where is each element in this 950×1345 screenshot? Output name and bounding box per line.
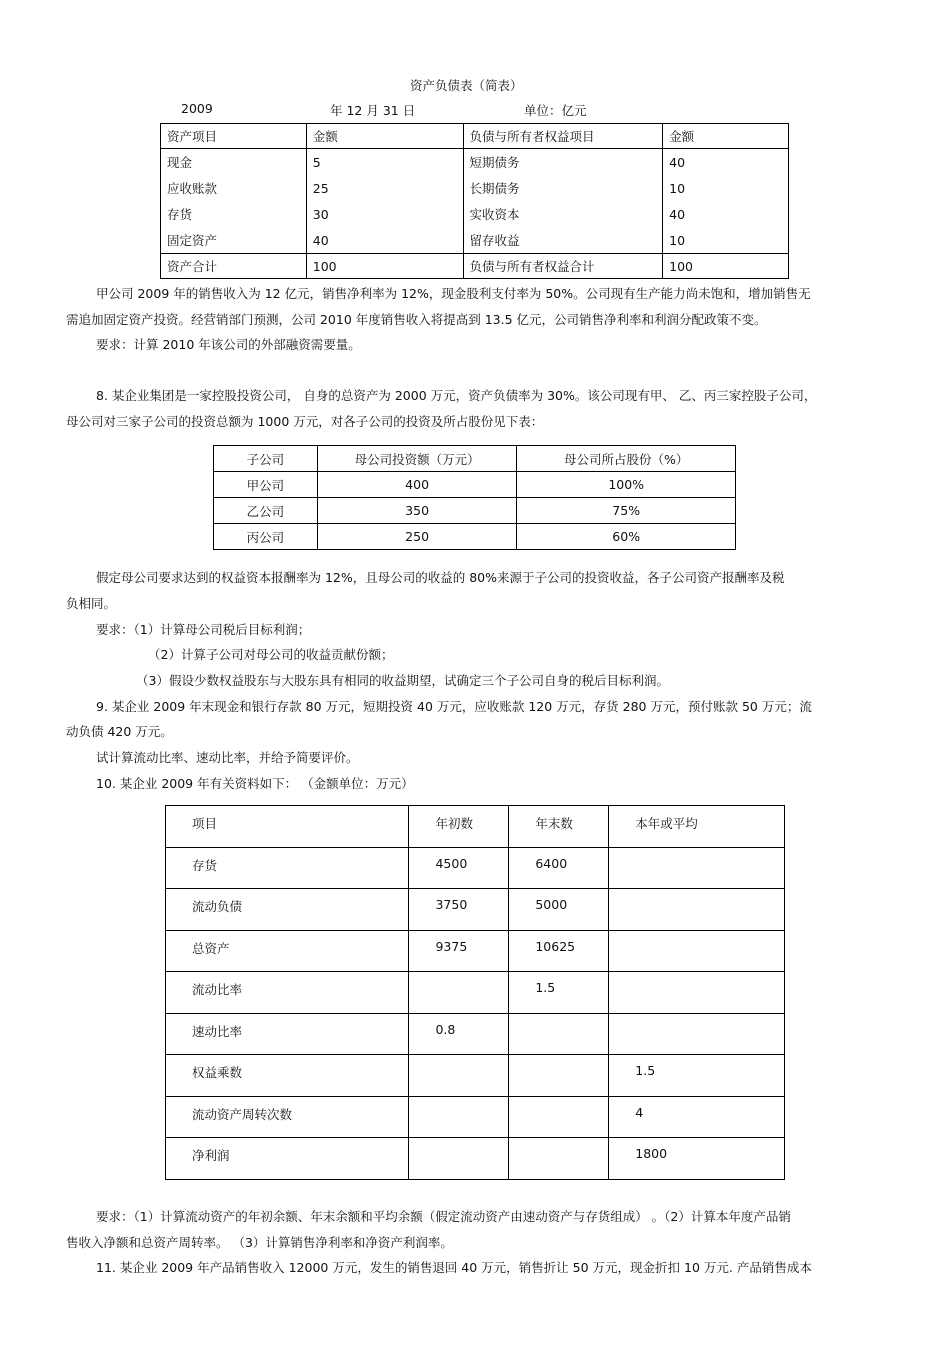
paragraph-line: 要求：（1）计算流动资产的年初余额、年末余额和平均余额（假定流动资产由速动资产与存货组成） 。（2）计算本年度产品销 bbox=[96, 1209, 791, 1224]
table-cell: 流动负债 bbox=[166, 889, 409, 931]
table-cell: 流动比率 bbox=[166, 972, 409, 1014]
table-header-cell: 金额 bbox=[663, 124, 789, 149]
table-header-row bbox=[214, 446, 736, 472]
paragraph-line: 假定母公司要求达到的权益资本报酬率为 12%，且母公司的收益的 80%来源于子公司的投资收益，各子公司资产报酬率及税 bbox=[96, 570, 785, 585]
paragraph-line: 甲公司 2009 年的销售收入为 12 亿元，销售净利率为 12%，现金股利支付率为 50%。公司现有生产能力尚未饱和，增加销售无 bbox=[96, 286, 811, 301]
table-cell bbox=[609, 930, 785, 972]
paragraph-line: 8. 某企业集团是一家控股投资公司， 自身的总资产为 2000 万元，资产负债率为 30%。该公司现有甲、 乙、丙三家控股子公司， bbox=[96, 388, 817, 403]
table-cell: 400 bbox=[317, 472, 517, 498]
table-row bbox=[166, 972, 785, 1014]
table-cell: 0.8 bbox=[409, 1013, 509, 1055]
table-cell: 4500 bbox=[409, 847, 509, 889]
table-cell bbox=[509, 1013, 609, 1055]
table-cell: 甲公司 bbox=[214, 472, 318, 498]
table-row bbox=[161, 149, 789, 176]
table-header-cell: 母公司投资额（万元） bbox=[317, 446, 517, 472]
table-cell: 乙公司 bbox=[214, 498, 318, 524]
table-cell bbox=[509, 1055, 609, 1097]
table-cell: 100 bbox=[306, 254, 463, 279]
table-cell bbox=[609, 1013, 785, 1055]
balance-sheet-table bbox=[160, 123, 789, 279]
table-header-cell: 资产项目 bbox=[161, 124, 307, 149]
table-cell: 40 bbox=[663, 201, 789, 227]
table-header-cell: 负债与所有者权益项目 bbox=[463, 124, 663, 149]
table-cell: 100 bbox=[663, 254, 789, 279]
table-cell: 4 bbox=[609, 1096, 785, 1138]
table-cell bbox=[509, 1096, 609, 1138]
table-cell: 30 bbox=[306, 201, 463, 227]
table-cell: 流动资产周转次数 bbox=[166, 1096, 409, 1138]
table-row bbox=[166, 1096, 785, 1138]
table-cell bbox=[609, 889, 785, 931]
table-header-row bbox=[161, 124, 789, 149]
table-cell: 留存收益 bbox=[463, 227, 663, 254]
table-header-cell: 金额 bbox=[306, 124, 463, 149]
paragraph-line: 母公司对三家子公司的投资总额为 1000 万元，对各子公司的投资及所占股份见下表： bbox=[66, 414, 544, 429]
table-row bbox=[161, 175, 789, 201]
table-cell: 60% bbox=[517, 524, 736, 550]
table-cell bbox=[609, 847, 785, 889]
header-date: 年 12 月 31 日 bbox=[330, 103, 416, 118]
table-header-row bbox=[166, 806, 785, 848]
table-cell: 权益乘数 bbox=[166, 1055, 409, 1097]
paragraph-line: （3）假设少数权益股东与大股东具有相同的收益期望，试确定三个子公司自身的税后目标利润。 bbox=[136, 673, 669, 688]
page-title: 资产负债表（简表） bbox=[410, 78, 523, 93]
table-row bbox=[214, 498, 736, 524]
paragraph-line: 9. 某企业 2009 年末现金和银行存款 80 万元，短期投资 40 万元，应收账款 120 万元，存货 280 万元，预付账款 50 万元；流 bbox=[96, 699, 812, 714]
table-row bbox=[166, 1055, 785, 1097]
table-cell: 40 bbox=[306, 227, 463, 254]
table-cell: 5000 bbox=[509, 889, 609, 931]
paragraph-line: 要求：（1）计算母公司税后目标利润； bbox=[96, 622, 311, 637]
table-row bbox=[166, 1013, 785, 1055]
table-cell: 存货 bbox=[161, 201, 307, 227]
table-cell: 75% bbox=[517, 498, 736, 524]
table-cell bbox=[509, 1138, 609, 1180]
table-row bbox=[166, 889, 785, 931]
table-row bbox=[214, 524, 736, 550]
table-row bbox=[166, 930, 785, 972]
table-cell: 资产合计 bbox=[161, 254, 307, 279]
table-cell bbox=[409, 972, 509, 1014]
paragraph-line: 11. 某企业 2009 年产品销售收入 12000 万元，发生的销售退回 40 万元，销售折让 50 万元，现金折扣 10 万元. 产品销售成本 bbox=[96, 1260, 812, 1275]
paragraph-line: 动负债 420 万元。 bbox=[66, 724, 173, 739]
table-cell: 1800 bbox=[609, 1138, 785, 1180]
table-cell: 速动比率 bbox=[166, 1013, 409, 1055]
table-cell: 5 bbox=[306, 149, 463, 176]
table-cell bbox=[409, 1055, 509, 1097]
subsidiary-table bbox=[213, 445, 736, 550]
table-cell: 25 bbox=[306, 175, 463, 201]
header-unit: 单位：亿元 bbox=[524, 103, 587, 118]
table-header-cell: 子公司 bbox=[214, 446, 318, 472]
table-cell: 实收资本 bbox=[463, 201, 663, 227]
table-cell: 净利润 bbox=[166, 1138, 409, 1180]
table-cell: 10 bbox=[663, 175, 789, 201]
table-cell: 1.5 bbox=[609, 1055, 785, 1097]
table-cell: 350 bbox=[317, 498, 517, 524]
table-row bbox=[214, 472, 736, 498]
table-header-cell: 年末数 bbox=[509, 806, 609, 848]
table-header-cell: 年初数 bbox=[409, 806, 509, 848]
paragraph-line: 要求：计算 2010 年该公司的外部融资需要量。 bbox=[96, 337, 361, 352]
table-header-cell: 本年或平均 bbox=[609, 806, 785, 848]
table-row bbox=[166, 847, 785, 889]
table-cell: 应收账款 bbox=[161, 175, 307, 201]
table-cell: 10625 bbox=[509, 930, 609, 972]
table-cell: 总资产 bbox=[166, 930, 409, 972]
table-cell: 长期债务 bbox=[463, 175, 663, 201]
table-cell: 40 bbox=[663, 149, 789, 176]
header-year: 2009 bbox=[181, 101, 213, 116]
table-row bbox=[161, 201, 789, 227]
table-cell: 100% bbox=[517, 472, 736, 498]
paragraph-line: 售收入净额和总资产周转率。 （3）计算销售净利率和净资产利润率。 bbox=[66, 1235, 453, 1250]
table-cell: 10 bbox=[663, 227, 789, 254]
table-cell: 9375 bbox=[409, 930, 509, 972]
table-header-cell: 母公司所占股份（%） bbox=[517, 446, 736, 472]
table-cell: 现金 bbox=[161, 149, 307, 176]
paragraph-line: 需追加固定资产投资。经营销部门预测，公司 2010 年度销售收入将提高到 13.5 亿元，公司销售净利率和利润分配政策不变。 bbox=[66, 312, 767, 327]
paragraph-line: （2）计算子公司对母公司的收益贡献份额； bbox=[148, 647, 394, 662]
paragraph-line: 10. 某企业 2009 年有关资料如下： （金额单位：万元） bbox=[96, 776, 414, 791]
table-cell: 250 bbox=[317, 524, 517, 550]
table-cell: 丙公司 bbox=[214, 524, 318, 550]
table-cell: 6400 bbox=[509, 847, 609, 889]
table-row bbox=[161, 227, 789, 254]
table-cell: 存货 bbox=[166, 847, 409, 889]
table-row bbox=[166, 1138, 785, 1180]
table-total-row bbox=[161, 254, 789, 279]
table-cell: 负债与所有者权益合计 bbox=[463, 254, 663, 279]
table-cell bbox=[409, 1096, 509, 1138]
paragraph-line: 负相同。 bbox=[66, 596, 117, 611]
table-cell: 固定资产 bbox=[161, 227, 307, 254]
table-cell: 3750 bbox=[409, 889, 509, 931]
table-cell bbox=[609, 972, 785, 1014]
table-header-cell: 项目 bbox=[166, 806, 409, 848]
table-cell: 短期债务 bbox=[463, 149, 663, 176]
table-cell bbox=[409, 1138, 509, 1180]
table-cell: 1.5 bbox=[509, 972, 609, 1014]
financial-data-table bbox=[165, 805, 785, 1180]
paragraph-line: 试计算流动比率、速动比率，并给予简要评价。 bbox=[96, 750, 359, 765]
